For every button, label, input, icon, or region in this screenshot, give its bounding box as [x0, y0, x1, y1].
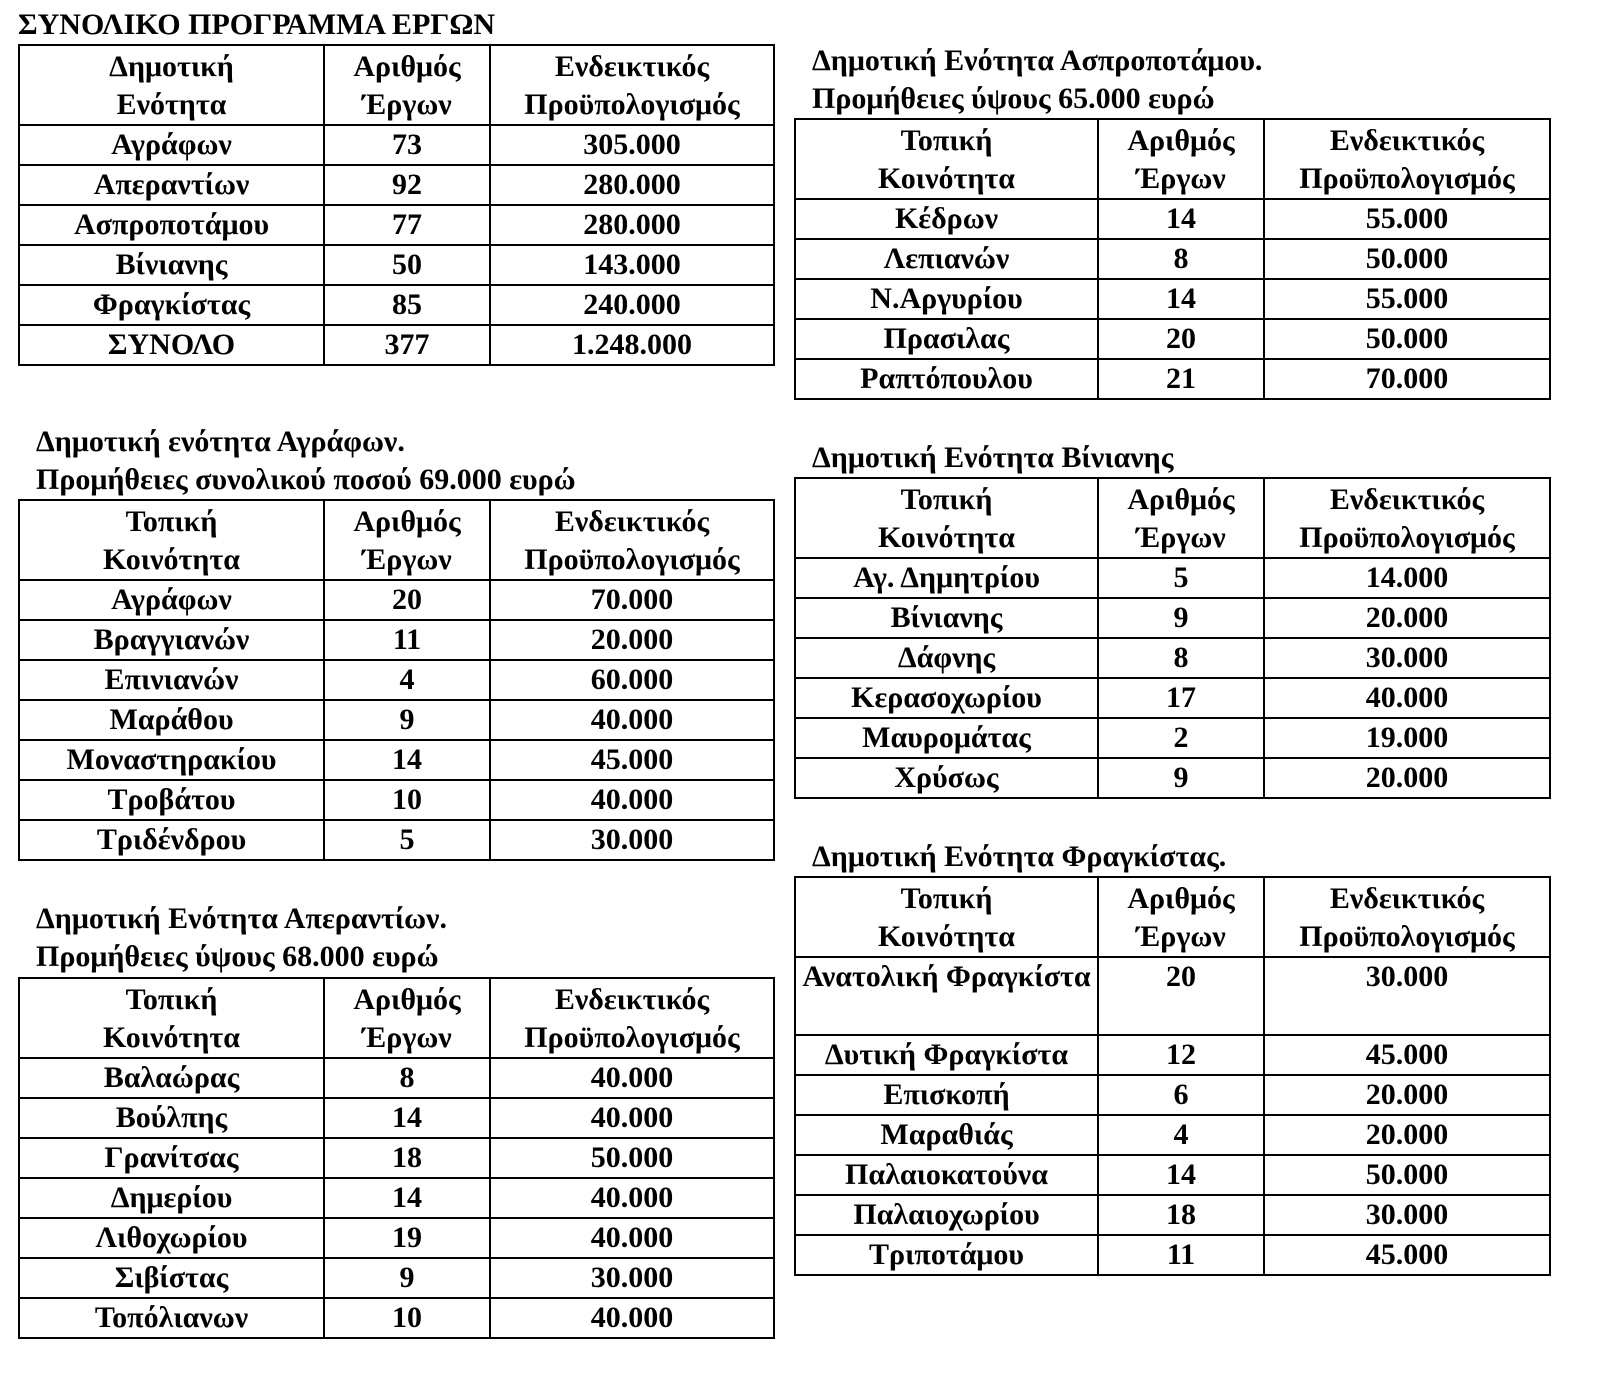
budget-cell: 30.000: [1264, 638, 1550, 678]
vinianis-title: Δημοτική Ενότητα Βίνιανης: [812, 441, 1174, 474]
table-row: [795, 638, 1550, 678]
column-header-line: Τοπική: [125, 983, 218, 1016]
column-header-line: Έργων: [362, 543, 452, 576]
budget-cell: 30.000: [1264, 957, 1550, 1035]
community-cell: Δημερίου: [19, 1178, 324, 1218]
table-row: [795, 678, 1550, 718]
community-cell: Αγ. Δημητρίου: [795, 558, 1098, 598]
community-cell: Δάφνης: [795, 638, 1098, 678]
header-row: [795, 877, 1550, 957]
community-cell: ΣΥΝΟΛΟ: [19, 325, 324, 365]
projects-count-cell: 377: [324, 325, 490, 365]
table-row: [19, 1138, 774, 1178]
aspropotamou-table-wrap: [794, 118, 1551, 400]
column-header: [19, 500, 324, 580]
column-header-line: Τοπική: [900, 483, 993, 516]
projects-count-cell: 10: [324, 1298, 490, 1338]
column-header-line: Τοπική: [900, 882, 993, 915]
table-row: [795, 1235, 1550, 1275]
projects-count-cell: 21: [1098, 359, 1264, 399]
community-cell: Παλαιοχωρίου: [795, 1195, 1098, 1235]
column-header-line: Κοινότητα: [878, 920, 1015, 953]
budget-cell: 30.000: [490, 820, 774, 860]
projects-count-cell: 5: [1098, 558, 1264, 598]
budget-cell: 50.000: [1264, 239, 1550, 279]
column-header-line: Ενδεικτικός: [554, 505, 710, 538]
projects-count-cell: 2: [1098, 718, 1264, 758]
table-row: [795, 1035, 1550, 1075]
column-header-line: Προϋπολογισμός: [524, 543, 740, 576]
budget-cell: 60.000: [490, 660, 774, 700]
budget-cell: 14.000: [1264, 558, 1550, 598]
column-header-line: Έργων: [362, 1021, 452, 1054]
projects-count-cell: 4: [324, 660, 490, 700]
aspropotamou-section: [812, 42, 1262, 118]
budget-cell: 40.000: [490, 1058, 774, 1098]
community-cell: Αγράφων: [19, 580, 324, 620]
projects-count-cell: 14: [324, 1098, 490, 1138]
community-cell: Κέδρων: [795, 199, 1098, 239]
table-row: [19, 165, 774, 205]
column-header-line: Αριθμός: [353, 983, 461, 1016]
table-row: [19, 700, 774, 740]
column-header-line: Κοινότητα: [103, 543, 240, 576]
budget-cell: 305.000: [490, 125, 774, 165]
table-row: [795, 758, 1550, 798]
table-row: [19, 245, 774, 285]
agrafon-table: [18, 499, 775, 861]
budget-cell: 45.000: [1264, 1235, 1550, 1275]
header-row: [795, 478, 1550, 558]
column-header-line: Προϋπολογισμός: [1299, 521, 1515, 554]
table-row: [19, 205, 774, 245]
column-header: [490, 978, 774, 1058]
column-header-line: Έργων: [1136, 920, 1226, 953]
projects-count-cell: 9: [324, 1258, 490, 1298]
budget-cell: 55.000: [1264, 279, 1550, 319]
budget-cell: 50.000: [1264, 319, 1550, 359]
projects-count-cell: 85: [324, 285, 490, 325]
column-header: [795, 478, 1098, 558]
projects-count-cell: 17: [1098, 678, 1264, 718]
header-row: [19, 500, 774, 580]
budget-cell: 55.000: [1264, 199, 1550, 239]
budget-cell: 20.000: [1264, 758, 1550, 798]
column-header: [19, 978, 324, 1058]
column-header-line: Προϋπολογισμός: [1299, 920, 1515, 953]
budget-cell: 50.000: [490, 1138, 774, 1178]
column-header: [490, 45, 774, 125]
column-header-line: Αριθμός: [353, 505, 461, 538]
column-header: [324, 978, 490, 1058]
projects-count-cell: 11: [1098, 1235, 1264, 1275]
table-row: [19, 285, 774, 325]
column-header: [324, 45, 490, 125]
column-header: [1264, 119, 1550, 199]
aspropotamou-table: [794, 118, 1551, 400]
budget-cell: 45.000: [490, 740, 774, 780]
projects-count-cell: 8: [1098, 239, 1264, 279]
community-cell: Μαυρομάτας: [795, 718, 1098, 758]
budget-cell: 20.000: [1264, 1075, 1550, 1115]
community-cell: Ραπτόπουλου: [795, 359, 1098, 399]
column-header: [1098, 877, 1264, 957]
projects-count-cell: 20: [1098, 957, 1264, 1035]
projects-count-cell: 8: [1098, 638, 1264, 678]
projects-count-cell: 8: [324, 1058, 490, 1098]
projects-count-cell: 92: [324, 165, 490, 205]
budget-cell: 30.000: [490, 1258, 774, 1298]
column-header: [1264, 478, 1550, 558]
column-header: [324, 500, 490, 580]
aperantion-section: [36, 900, 447, 976]
column-header-line: Ενδεικτικός: [554, 50, 710, 83]
table-row: [19, 1258, 774, 1298]
table-row: [19, 1058, 774, 1098]
projects-count-cell: 12: [1098, 1035, 1264, 1075]
column-header-line: Τοπική: [125, 505, 218, 538]
fragkistas-section: [812, 838, 1226, 876]
community-cell: Ανατολική Φραγκίστα: [795, 957, 1098, 1035]
community-cell: Βραγγιανών: [19, 620, 324, 660]
budget-cell: 40.000: [490, 780, 774, 820]
column-header-line: Ενδεικτικός: [1329, 882, 1485, 915]
column-header-line: Κοινότητα: [878, 162, 1015, 195]
budget-cell: 40.000: [490, 1178, 774, 1218]
table-row: [795, 1075, 1550, 1115]
vinianis-section: [812, 439, 1173, 477]
table-row: [795, 239, 1550, 279]
projects-count-cell: 14: [1098, 199, 1264, 239]
column-header-line: Αριθμός: [1127, 124, 1235, 157]
summary-title: ΣΥΝΟΛΙΚΟ ΠΡΟΓΡΑΜΜΑ ΕΡΓΩΝ: [18, 8, 496, 41]
budget-cell: 280.000: [490, 165, 774, 205]
header-row: [19, 978, 774, 1058]
community-cell: Παλαιοκατούνα: [795, 1155, 1098, 1195]
column-header-line: Ενότητα: [116, 88, 227, 121]
community-cell: Μοναστηρακίου: [19, 740, 324, 780]
budget-cell: 40.000: [490, 1098, 774, 1138]
agrafon-section: [36, 423, 576, 499]
community-cell: Τριποτάμου: [795, 1235, 1098, 1275]
column-header: [1098, 119, 1264, 199]
table-row: [19, 1098, 774, 1138]
table-row: [19, 660, 774, 700]
table-row: [795, 598, 1550, 638]
budget-cell: 143.000: [490, 245, 774, 285]
aperantion-title-2: Προμήθειες ύψους 68.000 ευρώ: [36, 940, 439, 973]
table-row: [795, 1155, 1550, 1195]
budget-cell: 30.000: [1264, 1195, 1550, 1235]
summary-section: [18, 6, 775, 366]
table-row: [795, 199, 1550, 239]
community-cell: Γρανίτσας: [19, 1138, 324, 1178]
budget-cell: 19.000: [1264, 718, 1550, 758]
community-cell: Πρασιλας: [795, 319, 1098, 359]
budget-cell: 40.000: [490, 1298, 774, 1338]
projects-count-cell: 20: [1098, 319, 1264, 359]
projects-count-cell: 10: [324, 780, 490, 820]
column-header-line: Αριθμός: [1127, 882, 1235, 915]
aperantion-title-1: Δημοτική Ενότητα Απεραντίων.: [36, 902, 447, 935]
agrafon-title-2: Προμήθειες συνολικού ποσού 69.000 ευρώ: [36, 463, 576, 496]
budget-cell: 1.248.000: [490, 325, 774, 365]
aperantion-table: [18, 977, 775, 1339]
table-row: [19, 780, 774, 820]
community-cell: Μαράθου: [19, 700, 324, 740]
projects-count-cell: 50: [324, 245, 490, 285]
column-header: [1264, 877, 1550, 957]
vinianis-table: [794, 477, 1551, 799]
community-cell: Ν.Αργυρίου: [795, 279, 1098, 319]
community-cell: Χρύσως: [795, 758, 1098, 798]
budget-cell: 240.000: [490, 285, 774, 325]
budget-cell: 40.000: [490, 1218, 774, 1258]
budget-cell: 40.000: [1264, 678, 1550, 718]
community-cell: Κερασοχωρίου: [795, 678, 1098, 718]
projects-count-cell: 9: [1098, 598, 1264, 638]
column-header-line: Ενδεικτικός: [1329, 124, 1485, 157]
column-header-line: Ενδεικτικός: [1329, 483, 1485, 516]
table-row: [795, 718, 1550, 758]
column-header-line: Προϋπολογισμός: [524, 88, 740, 121]
community-cell: Επινιανών: [19, 660, 324, 700]
table-row: [795, 1115, 1550, 1155]
budget-cell: 20.000: [490, 620, 774, 660]
budget-cell: 45.000: [1264, 1035, 1550, 1075]
budget-cell: 40.000: [490, 700, 774, 740]
table-row: [795, 558, 1550, 598]
projects-count-cell: 9: [324, 700, 490, 740]
budget-cell: 70.000: [490, 580, 774, 620]
projects-count-cell: 6: [1098, 1075, 1264, 1115]
summary-table: [18, 44, 775, 366]
community-cell: Λιθοχωρίου: [19, 1218, 324, 1258]
aperantion-table-wrap: [18, 977, 775, 1339]
table-row: [19, 820, 774, 860]
vinianis-table-wrap: [794, 477, 1551, 799]
community-cell: Επισκοπή: [795, 1075, 1098, 1115]
projects-count-cell: 14: [1098, 1155, 1264, 1195]
column-header-line: Προϋπολογισμός: [1299, 162, 1515, 195]
projects-count-cell: 20: [324, 580, 490, 620]
column-header: [795, 119, 1098, 199]
table-row: [795, 279, 1550, 319]
projects-count-cell: 18: [1098, 1195, 1264, 1235]
community-cell: Απεραντίων: [19, 165, 324, 205]
agrafon-table-wrap: [18, 499, 775, 861]
table-row: [795, 359, 1550, 399]
table-row: [19, 740, 774, 780]
table-row: [19, 325, 774, 365]
community-cell: Βούλπης: [19, 1098, 324, 1138]
table-row: [19, 1178, 774, 1218]
projects-count-cell: 9: [1098, 758, 1264, 798]
column-header-line: Ενδεικτικός: [554, 983, 710, 1016]
community-cell: Μαραθιάς: [795, 1115, 1098, 1155]
table-row: [19, 1218, 774, 1258]
community-cell: Βίνιανης: [795, 598, 1098, 638]
projects-count-cell: 73: [324, 125, 490, 165]
column-header-line: Δημοτική: [109, 50, 234, 83]
column-header-line: Προϋπολογισμός: [524, 1021, 740, 1054]
projects-count-cell: 5: [324, 820, 490, 860]
column-header-line: Έργων: [1136, 521, 1226, 554]
projects-count-cell: 18: [324, 1138, 490, 1178]
projects-count-cell: 4: [1098, 1115, 1264, 1155]
table-row: [19, 125, 774, 165]
column-header-line: Έργων: [362, 88, 452, 121]
fragkistas-table: [794, 876, 1551, 1276]
projects-count-cell: 14: [1098, 279, 1264, 319]
community-cell: Βίνιανης: [19, 245, 324, 285]
budget-cell: 20.000: [1264, 1115, 1550, 1155]
column-header: [19, 45, 324, 125]
budget-cell: 280.000: [490, 205, 774, 245]
table-row: [19, 620, 774, 660]
community-cell: Τροβάτου: [19, 780, 324, 820]
column-header-line: Τοπική: [900, 124, 993, 157]
budget-cell: 50.000: [1264, 1155, 1550, 1195]
projects-count-cell: 14: [324, 740, 490, 780]
table-row: [795, 1195, 1550, 1235]
aspropotamou-title-2: Προμήθειες ύψους 65.000 ευρώ: [812, 82, 1215, 115]
fragkistas-title: Δημοτική Ενότητα Φραγκίστας.: [812, 840, 1227, 873]
column-header-line: Έργων: [1136, 162, 1226, 195]
community-cell: Δυτική Φραγκίστα: [795, 1035, 1098, 1075]
column-header: [795, 877, 1098, 957]
fragkistas-table-wrap: [794, 876, 1551, 1276]
projects-count-cell: 19: [324, 1218, 490, 1258]
header-row: [19, 45, 774, 125]
table-row: [19, 1298, 774, 1338]
column-header-line: Αριθμός: [1127, 483, 1235, 516]
community-cell: Βαλαώρας: [19, 1058, 324, 1098]
table-row: [795, 319, 1550, 359]
projects-count-cell: 14: [324, 1178, 490, 1218]
projects-count-cell: 77: [324, 205, 490, 245]
agrafon-title-1: Δημοτική ενότητα Αγράφων.: [36, 425, 405, 458]
community-cell: Αγράφων: [19, 125, 324, 165]
table-row: [19, 580, 774, 620]
community-cell: Ασπροποτάμου: [19, 205, 324, 245]
header-row: [795, 119, 1550, 199]
community-cell: Φραγκίστας: [19, 285, 324, 325]
column-header-line: Αριθμός: [353, 50, 461, 83]
community-cell: Τοπόλιανων: [19, 1298, 324, 1338]
budget-cell: 20.000: [1264, 598, 1550, 638]
projects-count-cell: 11: [324, 620, 490, 660]
community-cell: Τριδένδρου: [19, 820, 324, 860]
community-cell: Λεπιανών: [795, 239, 1098, 279]
column-header: [490, 500, 774, 580]
budget-cell: 70.000: [1264, 359, 1550, 399]
community-cell: Σιβίστας: [19, 1258, 324, 1298]
column-header: [1098, 478, 1264, 558]
column-header-line: Κοινότητα: [103, 1021, 240, 1054]
column-header-line: Κοινότητα: [878, 521, 1015, 554]
aspropotamou-title-1: Δημοτική Ενότητα Ασπροποτάμου.: [812, 44, 1263, 77]
table-row: [795, 957, 1550, 1035]
